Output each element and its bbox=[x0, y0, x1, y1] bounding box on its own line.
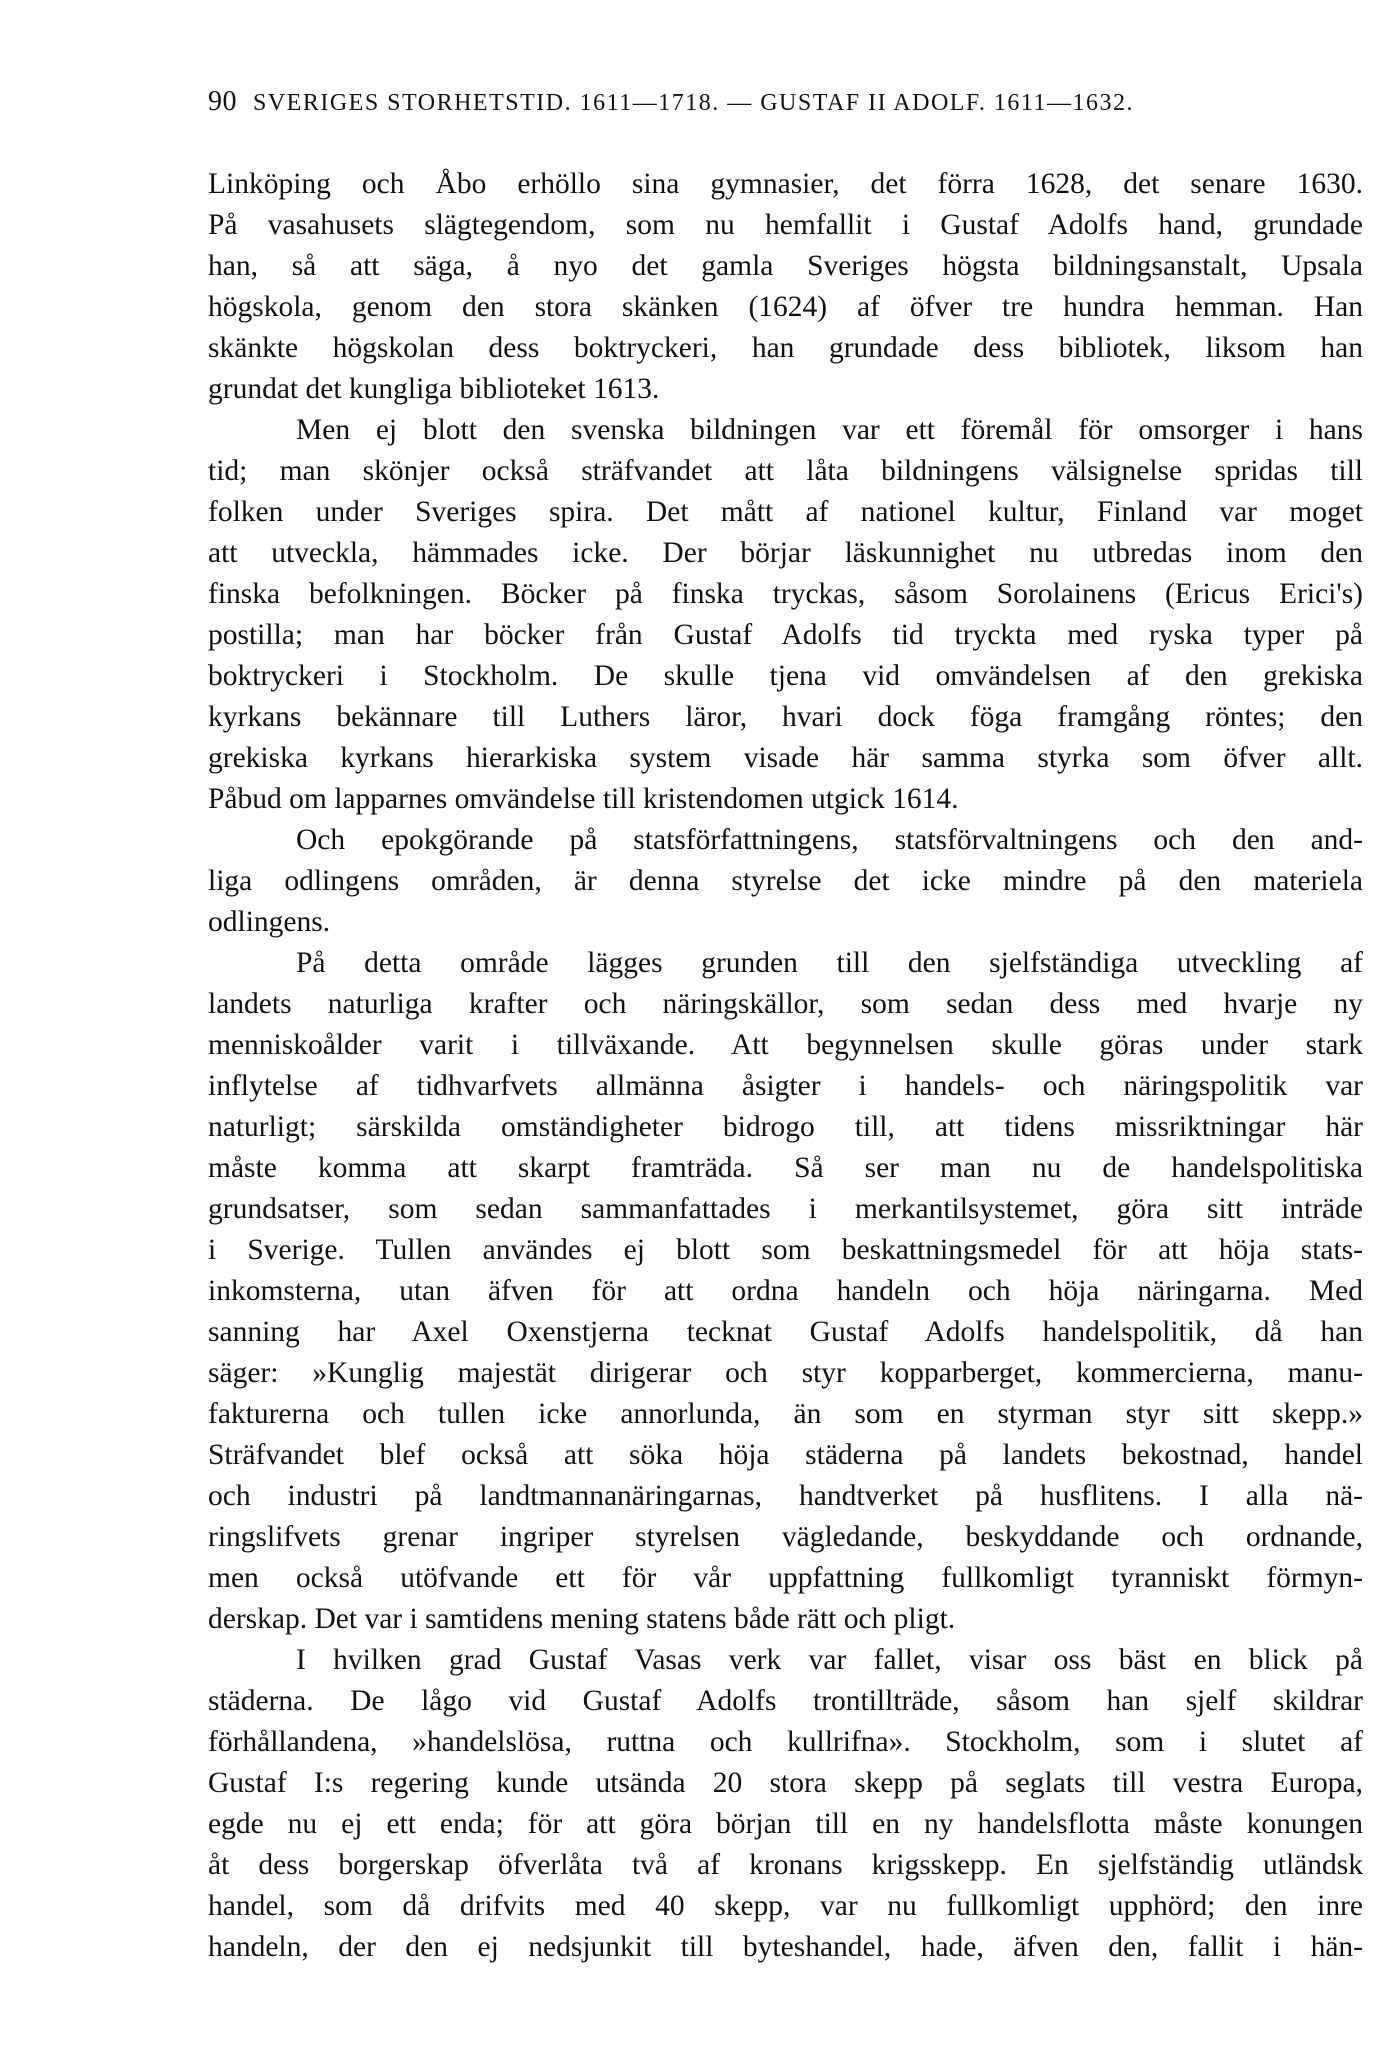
text-line: odlingens. bbox=[208, 906, 331, 938]
text-line: men också utöfvande ett för vår uppfattning fullkomligt tyranniskt förmyn- bbox=[208, 1562, 1363, 1594]
book-page bbox=[208, 84, 1363, 1968]
text-line: Och epokgörande på statsförfattningens, statsförvaltningens och den and- bbox=[296, 824, 1363, 856]
text-line: landets naturliga krafter och näringskällor, som sedan dess med hvarje ny bbox=[208, 988, 1363, 1020]
text-line: På detta område lägges grunden till den sjelfständiga utveckling af bbox=[296, 947, 1363, 979]
running-head bbox=[208, 84, 1363, 120]
text-line: och industri på landtmannanäringarnas, handtverket på husflitens. I alla nä- bbox=[208, 1480, 1363, 1512]
text-line: fakturerna och tullen icke annorlunda, än som en styrman styr sitt skepp.» bbox=[208, 1398, 1363, 1430]
text-line: högskola, genom den stora skänken (1624) af öfver tre hundra hemman. Han bbox=[208, 291, 1363, 323]
text-line: menniskoålder varit i tillväxande. Att begynnelsen skulle göras under stark bbox=[208, 1029, 1363, 1061]
text-line: Gustaf I:s regering kunde utsända 20 stora skepp på seglats till vestra Europa, bbox=[208, 1767, 1363, 1799]
running-title: SVERIGES STORHETSTID. 1611—1718. — GUSTAF II ADOLF. 1611—1632. bbox=[253, 90, 1134, 116]
text-line: folken under Sveriges spira. Det mått af nationel kultur, Finland var moget bbox=[208, 496, 1363, 528]
text-line: På vasahusets slägtegendom, som nu hemfallit i Gustaf Adolfs hand, grundade bbox=[208, 209, 1363, 241]
text-line: tid; man skönjer också sträfvandet att låta bildningens välsignelse spridas till bbox=[208, 455, 1363, 487]
text-line: Men ej blott den svenska bildningen var ett föremål för omsorger i hans bbox=[296, 414, 1363, 446]
text-line: handel, som då drifvits med 40 skepp, var nu fullkomligt upphörd; den inre bbox=[208, 1890, 1363, 1922]
text-line: boktryckeri i Stockholm. De skulle tjena vid omvändelsen af den grekiska bbox=[208, 660, 1363, 692]
text-line: Linköping och Åbo erhöllo sina gymnasier, det förra 1628, det senare 1630. bbox=[208, 168, 1363, 200]
text-line: inkomsterna, utan äfven för att ordna handeln och höja näringarna. Med bbox=[208, 1275, 1363, 1307]
text-line: att utveckla, hämmades icke. Der börjar läskunnighet nu utbredas inom den bbox=[208, 537, 1363, 569]
text-line: Sträfvandet blef också att söka höja städerna på landets bekostnad, handel bbox=[208, 1439, 1363, 1471]
text-line: städerna. De lågo vid Gustaf Adolfs trontillträde, såsom han sjelf skildrar bbox=[208, 1685, 1363, 1717]
text-line: sanning har Axel Oxenstjerna tecknat Gustaf Adolfs handelspolitik, då han bbox=[208, 1316, 1363, 1348]
text-line: Påbud om lapparnes omvändelse till kristendomen utgick 1614. bbox=[208, 783, 959, 815]
text-line: grekiska kyrkans hierarkiska system visade här samma styrka som öfver allt. bbox=[208, 742, 1363, 774]
text-line: liga odlingens områden, är denna styrelse det icke mindre på den materiela bbox=[208, 865, 1363, 897]
page-number: 90 bbox=[208, 86, 237, 117]
text-line: naturligt; särskilda omständigheter bidrogo till, att tidens missriktningar här bbox=[208, 1111, 1363, 1143]
text-line: derskap. Det var i samtidens mening statens både rätt och pligt. bbox=[208, 1603, 956, 1635]
text-line: inflytelse af tidhvarfvets allmänna åsigter i handels- och näringspolitik var bbox=[208, 1070, 1363, 1102]
text-line: i Sverige. Tullen användes ej blott som beskattningsmedel för att höja stats- bbox=[208, 1234, 1363, 1266]
text-line: säger: »Kunglig majestät dirigerar och styr kopparberget, kommercierna, manu- bbox=[208, 1357, 1363, 1389]
text-line: grundat det kungliga biblioteket 1613. bbox=[208, 373, 660, 405]
text-line: postilla; man har böcker från Gustaf Adolfs tid tryckta med ryska typer på bbox=[208, 619, 1363, 651]
text-line: han, så att säga, å nyo det gamla Sveriges högsta bildningsanstalt, Upsala bbox=[208, 250, 1363, 282]
body-text bbox=[208, 164, 1363, 1968]
text-line: egde nu ej ett enda; för att göra början till en ny handelsflotta måste konungen bbox=[208, 1808, 1363, 1840]
text-line: kyrkans bekännare till Luthers läror, hvari dock föga framgång röntes; den bbox=[208, 701, 1363, 733]
text-line: grundsatser, som sedan sammanfattades i merkantilsystemet, göra sitt inträde bbox=[208, 1193, 1363, 1225]
text-line: åt dess borgerskap öfverlåta två af kronans krigsskepp. En sjelfständig utländsk bbox=[208, 1849, 1363, 1881]
text-line: skänkte högskolan dess boktryckeri, han grundade dess bibliotek, liksom han bbox=[208, 332, 1363, 364]
text-line: handeln, der den ej nedsjunkit till byteshandel, hade, äfven den, fallit i hän- bbox=[208, 1931, 1363, 1963]
text-line: finska befolkningen. Böcker på finska tryckas, såsom Sorolainens (Ericus Erici's) bbox=[208, 578, 1363, 610]
text-line: förhållandena, »handelslösa, ruttna och kullrifna». Stockholm, som i slutet af bbox=[208, 1726, 1363, 1758]
text-line: I hvilken grad Gustaf Vasas verk var fallet, visar oss bäst en blick på bbox=[296, 1644, 1363, 1676]
text-line: ringslifvets grenar ingriper styrelsen vägledande, beskyddande och ordnande, bbox=[208, 1521, 1363, 1553]
text-line: måste komma att skarpt framträda. Så ser man nu de handelspolitiska bbox=[208, 1152, 1363, 1184]
